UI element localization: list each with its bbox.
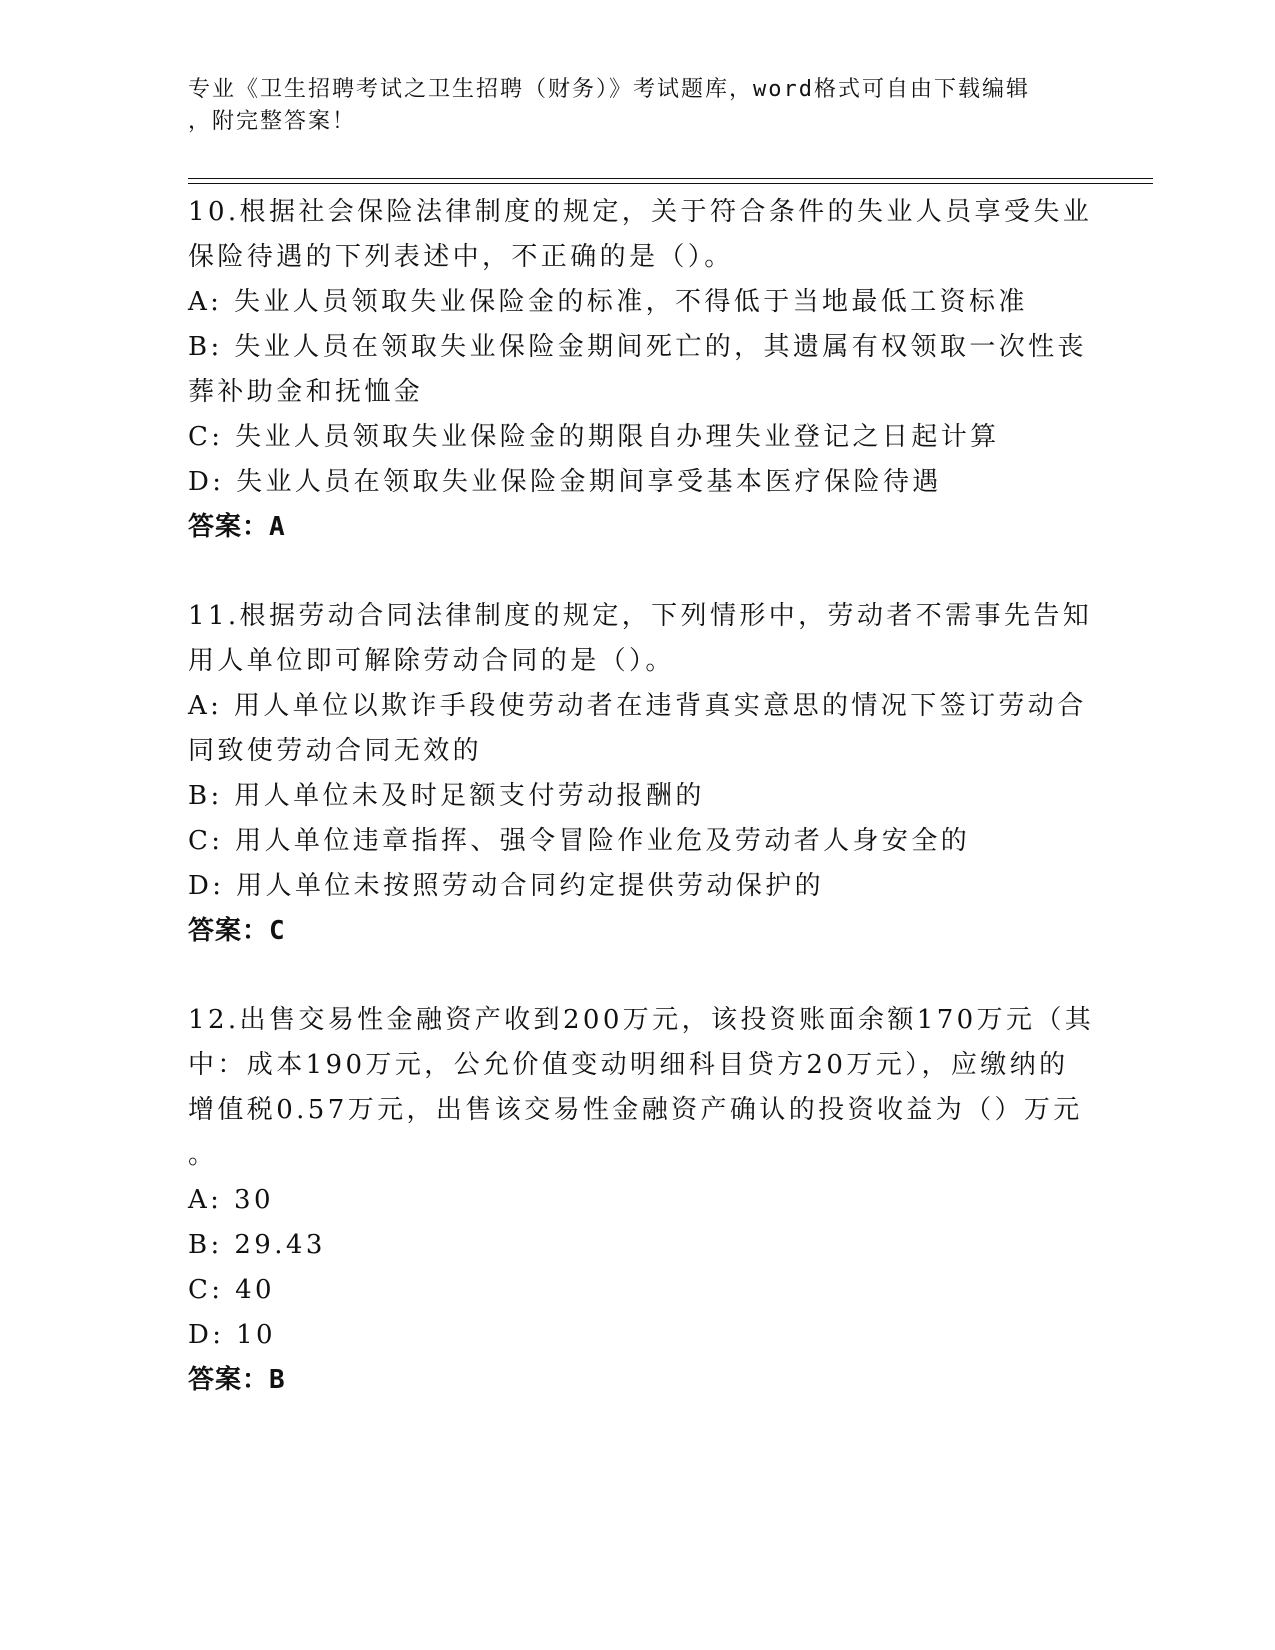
question-block	[188, 594, 1093, 954]
option-b-line: B: 失业人员在领取失业保险金期间死亡的，其遗属有权领取一次性丧	[188, 332, 1087, 362]
question-stem-line: 用人单位即可解除劳动合同的是（）。	[188, 646, 675, 676]
question-stem-line: 。	[188, 1140, 218, 1170]
question-stem-line: 12.出售交易性金融资产收到200万元，该投资账面余额170万元（其	[188, 1005, 1095, 1035]
header-divider-bottom	[188, 183, 1153, 184]
option-a-line: A: 失业人员领取失业保险金的标准，不得低于当地最低工资标准	[188, 287, 1028, 317]
option-d-line: D: 用人单位未按照劳动合同约定提供劳动保护的	[188, 871, 825, 901]
header-divider-top	[188, 178, 1153, 179]
option-d-line: D: 10	[188, 1320, 276, 1350]
document-header	[188, 74, 1068, 138]
answer-label: 答案：A	[188, 512, 286, 542]
option-b-line: 葬补助金和抚恤金	[188, 377, 424, 407]
question-stem-line: 11.根据劳动合同法律制度的规定，下列情形中，劳动者不需事先告知	[188, 601, 1093, 631]
question-block	[188, 998, 1095, 1403]
question-stem-line: 10.根据社会保险法律制度的规定，关于符合条件的失业人员享受失业	[188, 197, 1093, 227]
option-a-line: A: 用人单位以欺诈手段使劳动者在违背真实意思的情况下签订劳动合	[188, 691, 1087, 721]
header-line-2: ，附完整答案！	[188, 109, 357, 134]
question-stem-line: 保险待遇的下列表述中，不正确的是（）。	[188, 242, 734, 272]
question-block	[188, 190, 1093, 550]
header-line-1: 专业《卫生招聘考试之卫生招聘（财务）》考试题库，word格式可自由下载编辑	[188, 77, 1030, 102]
answer-label: 答案：B	[188, 1365, 286, 1395]
option-b-line: B: 29.43	[188, 1230, 326, 1260]
question-list	[188, 190, 1095, 1447]
question-stem-line: 中：成本190万元，公允价值变动明细科目贷方20万元），应缴纳的	[188, 1050, 1069, 1080]
option-a-line: 同致使劳动合同无效的	[188, 736, 483, 766]
option-c-line: C: 失业人员领取失业保险金的期限自办理失业登记之日起计算	[188, 422, 1000, 452]
option-c-line: C: 40	[188, 1275, 276, 1305]
option-a-line: A: 30	[188, 1185, 274, 1215]
option-d-line: D: 失业人员在领取失业保险金期间享受基本医疗保险待遇	[188, 467, 942, 497]
answer-label: 答案：C	[188, 916, 286, 946]
question-stem-line: 增值税0.57万元，出售该交易性金融资产确认的投资收益为（）万元	[188, 1095, 1083, 1125]
option-c-line: C: 用人单位违章指挥、强令冒险作业危及劳动者人身安全的	[188, 826, 971, 856]
option-b-line: B: 用人单位未及时足额支付劳动报酬的	[188, 781, 705, 811]
